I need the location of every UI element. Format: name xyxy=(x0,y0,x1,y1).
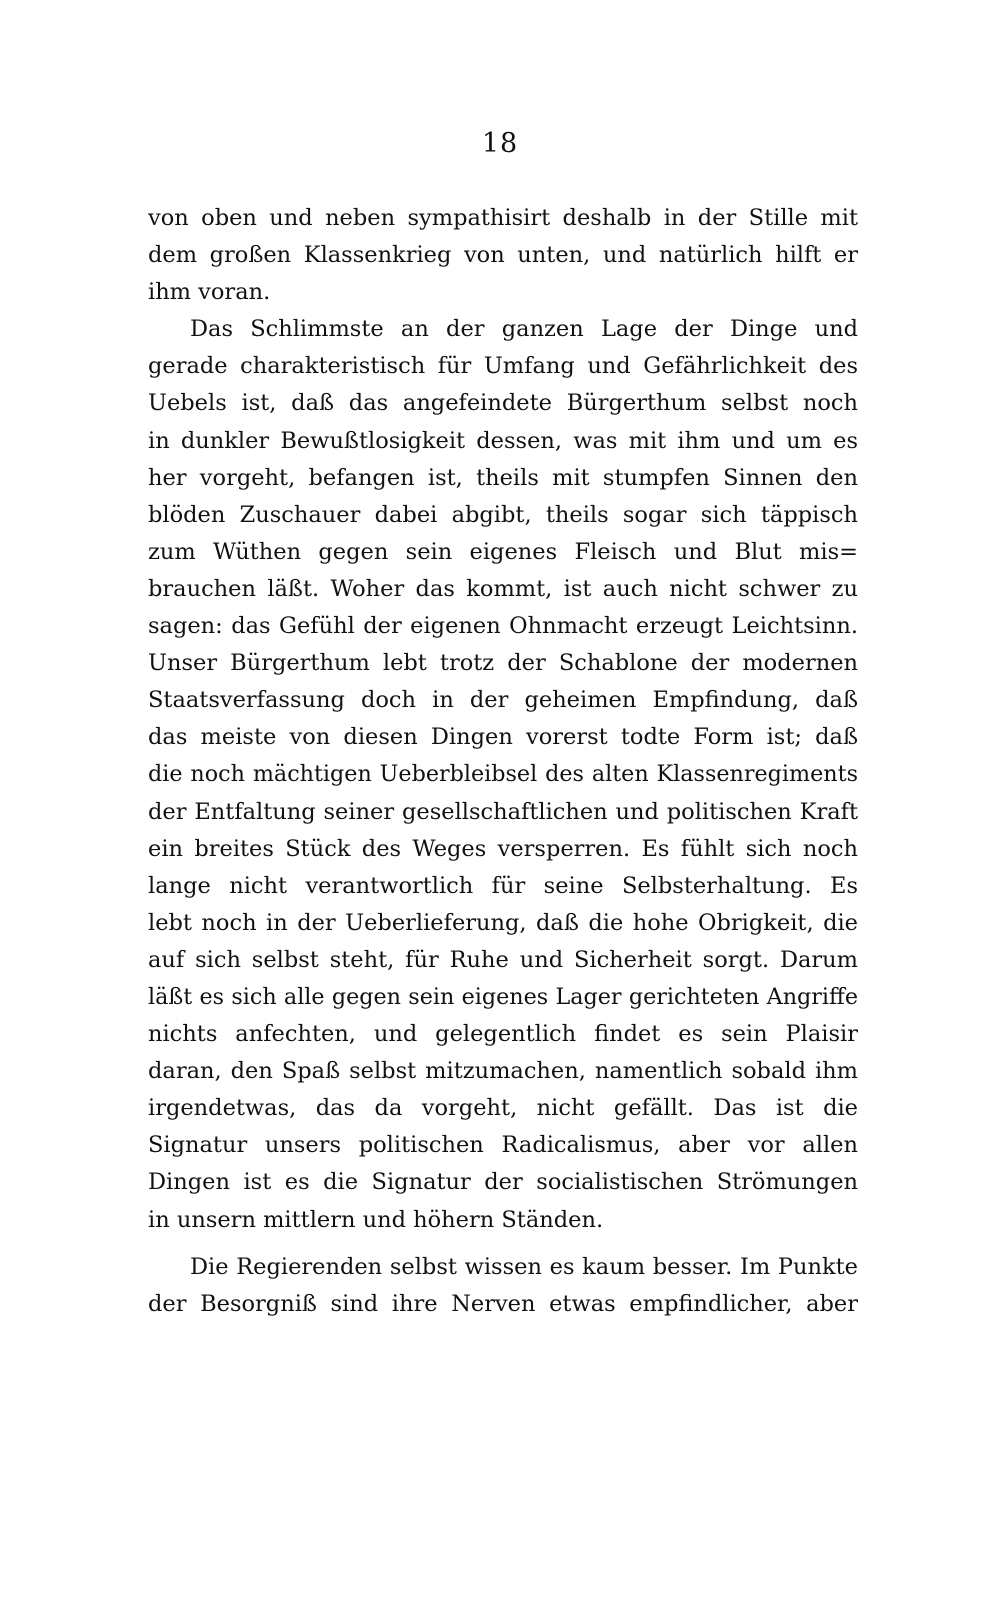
text-line: Unser Bürgerthum lebt trotz der Schablone der modernen xyxy=(148,650,858,677)
paragraph-gap xyxy=(148,1239,858,1249)
text-line: Staatsverfassung doch in der geheimen Empfindung, daß xyxy=(148,687,858,714)
text-line: Die Regierenden selbst wissen es kaum besser. Im Punkte xyxy=(190,1253,858,1280)
text-line: der Entfaltung seiner gesellschaftlichen und politischen Kraft xyxy=(148,798,858,825)
text-line: blöden Zuschauer dabei abgibt, theils sogar sich täppisch xyxy=(148,501,858,528)
text-line: Dingen ist es die Signatur der socialistischen Strömungen xyxy=(148,1169,858,1196)
text-line: in unsern mittlern und höhern Ständen. xyxy=(148,1206,604,1233)
paragraph-1 xyxy=(148,200,858,311)
text-line: zum Wüthen gegen sein eigenes Fleisch und Blut mis= xyxy=(148,538,858,565)
page-number: 18 xyxy=(481,128,519,159)
text-line: der Besorgniß sind ihre Nerven etwas empfindlicher, aber xyxy=(148,1290,858,1317)
text-line: Uebels ist, daß das angefeindete Bürgerthum selbst noch xyxy=(148,390,858,417)
text-line: die noch mächtigen Ueberbleibsel des alten Klassenregiments xyxy=(148,761,858,788)
text-line: dem großen Klassenkrieg von unten, und natürlich hilft er xyxy=(148,242,858,269)
text-line: läßt es sich alle gegen sein eigenes Lager gerichteten Angriffe xyxy=(148,983,858,1010)
text-line: irgendetwas, das da vorgeht, nicht gefällt. Das ist die xyxy=(148,1095,858,1122)
text-line: nichts anfechten, und gelegentlich findet es sein Plaisir xyxy=(148,1021,858,1048)
text-line: her vorgeht, befangen ist, theils mit stumpfen Sinnen den xyxy=(148,464,858,491)
text-line: in dunkler Bewußtlosigkeit dessen, was mit ihm und um es xyxy=(148,427,858,454)
text-line: daran, den Spaß selbst mitzumachen, namentlich sobald ihm xyxy=(148,1058,858,1085)
text-line: von oben und neben sympathisirt deshalb in der Stille mit xyxy=(148,205,858,231)
text-line: sagen: das Gefühl der eigenen Ohnmacht erzeugt Leichtsinn. xyxy=(148,613,858,640)
text-line: Signatur unsers politischen Radicalismus, aber vor allen xyxy=(148,1132,858,1159)
text-line: das meiste von diesen Dingen vorerst todte Form ist; daß xyxy=(148,724,858,751)
text-line: ihm voran. xyxy=(148,279,271,306)
paragraph-3 xyxy=(148,1249,858,1323)
text-line: brauchen läßt. Woher das kommt, ist auch nicht schwer zu xyxy=(148,575,858,602)
text-line: auf sich selbst steht, für Ruhe und Sicherheit sorgt. Darum xyxy=(148,946,858,973)
body-text xyxy=(148,200,858,1323)
text-line: ein breites Stück des Weges versperren. Es fühlt sich noch xyxy=(148,835,858,862)
paragraph-2 xyxy=(148,311,858,1238)
text-line: lange nicht verantwortlich für seine Selbsterhaltung. Es xyxy=(148,872,858,899)
text-line: Das Schlimmste an der ganzen Lage der Dinge und xyxy=(190,316,858,343)
text-line: gerade charakteristisch für Umfang und Gefährlichkeit des xyxy=(148,353,858,380)
text-line: lebt noch in der Ueberlieferung, daß die hohe Obrigkeit, die xyxy=(148,909,858,936)
